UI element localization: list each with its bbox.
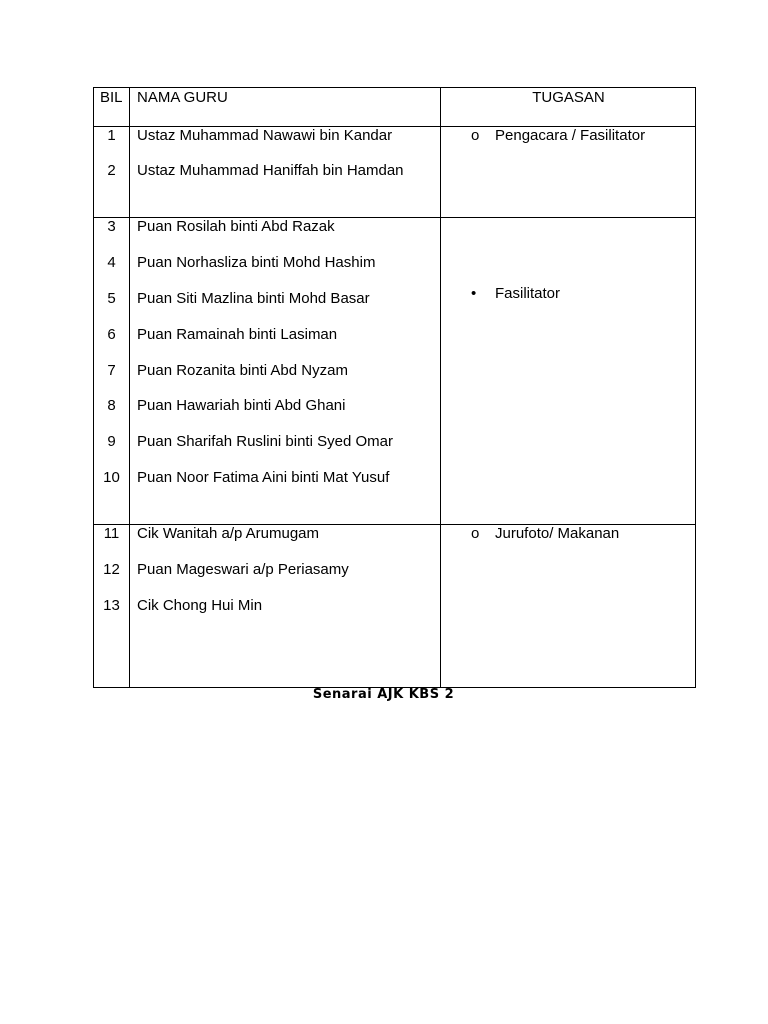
teacher-name: Puan Noor Fatima Aini binti Mat Yusuf xyxy=(137,469,390,486)
row-number: 4 xyxy=(107,254,116,271)
column-divider xyxy=(129,88,130,687)
circle-bullet-icon: o xyxy=(471,127,480,144)
teacher-name: Puan Sharifah Ruslini binti Syed Omar xyxy=(137,433,393,450)
teacher-name: Puan Norhasliza binti Mohd Hashim xyxy=(137,254,376,271)
teacher-name: Puan Mageswari a/p Periasamy xyxy=(137,561,349,578)
teacher-name: Cik Wanitah a/p Arumugam xyxy=(137,525,320,542)
header-bil: BIL xyxy=(100,89,123,106)
header-nama-guru: NAMA GURU xyxy=(137,89,228,106)
table-caption: Senarai AJK KBS 2 xyxy=(312,687,455,702)
row-number: 8 xyxy=(107,397,116,414)
row-number: 2 xyxy=(107,162,116,179)
teacher-name: Puan Ramainah binti Lasiman xyxy=(137,326,338,343)
row-number: 6 xyxy=(107,326,116,343)
bullet-dot-icon: • xyxy=(471,285,477,302)
row-number: 1 xyxy=(107,127,116,144)
committee-table xyxy=(93,87,696,688)
teacher-name: Cik Chong Hui Min xyxy=(137,597,263,614)
row-number: 10 xyxy=(103,469,120,486)
row-number: 9 xyxy=(107,433,116,450)
row-number: 12 xyxy=(103,561,120,578)
teacher-name: Puan Rosilah binti Abd Razak xyxy=(137,218,335,235)
duty-text: Pengacara / Fasilitator xyxy=(495,127,646,144)
duty-text: Jurufoto/ Makanan xyxy=(495,525,620,542)
column-divider xyxy=(440,88,441,687)
row-number: 11 xyxy=(103,525,120,542)
row-number: 7 xyxy=(107,362,116,379)
teacher-name: Puan Siti Mazlina binti Mohd Basar xyxy=(137,290,370,307)
row-number: 3 xyxy=(107,218,116,235)
teacher-name: Puan Hawariah binti Abd Ghani xyxy=(137,397,346,414)
header-tugasan: TUGASAN xyxy=(532,89,605,106)
row-number: 13 xyxy=(103,597,120,614)
circle-bullet-icon: o xyxy=(471,525,480,542)
teacher-name: Ustaz Muhammad Haniffah bin Hamdan xyxy=(137,162,404,179)
duty-text: Fasilitator xyxy=(495,285,561,302)
teacher-name: Ustaz Muhammad Nawawi bin Kandar xyxy=(137,127,393,144)
row-number: 5 xyxy=(107,290,116,307)
teacher-name: Puan Rozanita binti Abd Nyzam xyxy=(137,362,348,379)
